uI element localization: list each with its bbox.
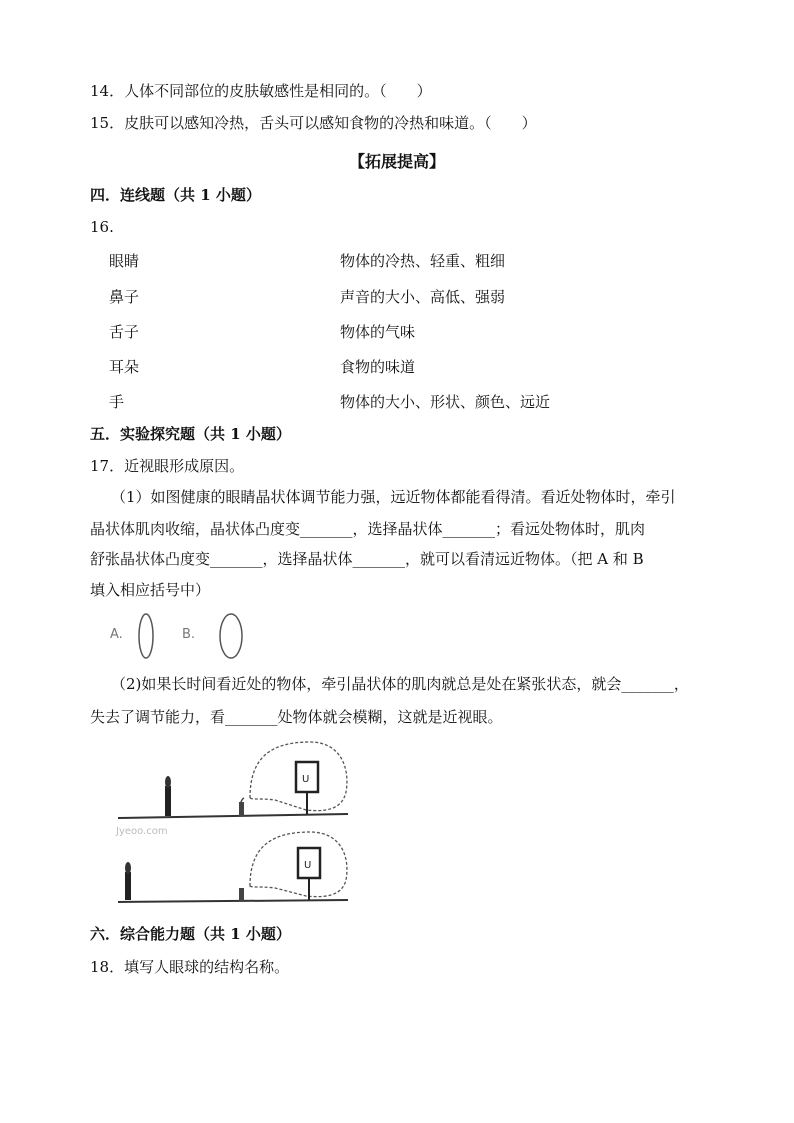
svg-text:U: U [302, 774, 310, 785]
match-right-item: 声音的大小、高低、强弱 [340, 288, 506, 306]
question-15: 15．皮肤可以感知冷热，舌头可以感知食物的冷热和味道。（ ） [90, 114, 537, 132]
question-16-number: 16. [90, 218, 114, 236]
q17-part1-line2: 晶状体肌肉收缩，晶状体凸度变_______，选择晶状体_______；看远处物体时，肌肉 [90, 520, 646, 538]
match-left-item: 舌子 [109, 323, 140, 341]
match-left-item: 鼻子 [109, 288, 140, 306]
match-right-item: 食物的味道 [340, 358, 416, 376]
q17-part1-line3: 舒张晶状体凸度变_______，选择晶状体_______，就可以看清远近物体。（把 A 和 B [90, 550, 644, 568]
candle-icon [165, 786, 171, 816]
match-left-item: 眼睛 [109, 252, 140, 270]
match-left-item: 手 [109, 393, 125, 411]
lens-b-label: B. [182, 627, 196, 642]
lens-b-shape [220, 614, 242, 658]
section-6-heading: 六．综合能力题（共 1 小题） [90, 925, 291, 943]
svg-text:U: U [304, 860, 312, 871]
lens-a-label: A. [110, 627, 123, 642]
candle-icon [125, 872, 131, 900]
eye-focusing-diagram [110, 740, 355, 906]
match-right-item: 物体的大小、形状、颜色、远近 [340, 393, 551, 411]
match-left-item: 耳朵 [109, 358, 140, 376]
q17-part1-line4: 填入相应括号中） [90, 581, 211, 599]
lens-a-shape [139, 614, 153, 658]
section-5-heading: 五．实验探究题（共 1 小题） [90, 425, 291, 443]
eye-outline-icon [250, 742, 347, 811]
watermark: Jyeoo.com [116, 826, 168, 837]
q17-part1-line1: （1）如图健康的眼睛晶状体调节能力强，远近物体都能看得清。看近处物体时，牵引 [111, 488, 676, 506]
match-right-item: 物体的气味 [340, 323, 416, 341]
question-17: 17．近视眼形成原因。 [90, 457, 245, 475]
question-18: 18．填写人眼球的结构名称。 [90, 958, 290, 976]
section-heading-extend: 【拓展提高】 [348, 152, 445, 171]
question-14: 14．人体不同部位的皮肤敏感性是相同的。（ ） [90, 82, 432, 100]
match-right-item: 物体的冷热、轻重、粗细 [340, 252, 506, 270]
lens-options-figure [106, 612, 256, 662]
q17-part2-line2: 失去了调节能力，看_______处物体就会模糊，这就是近视眼。 [90, 708, 503, 726]
q17-part2-line1: （2)如果长时间看近处的物体，牵引晶状体的肌肉就总是处在紧张状态，就会_______， [111, 675, 689, 693]
section-4-heading: 四．连线题（共 1 小题） [90, 186, 261, 204]
